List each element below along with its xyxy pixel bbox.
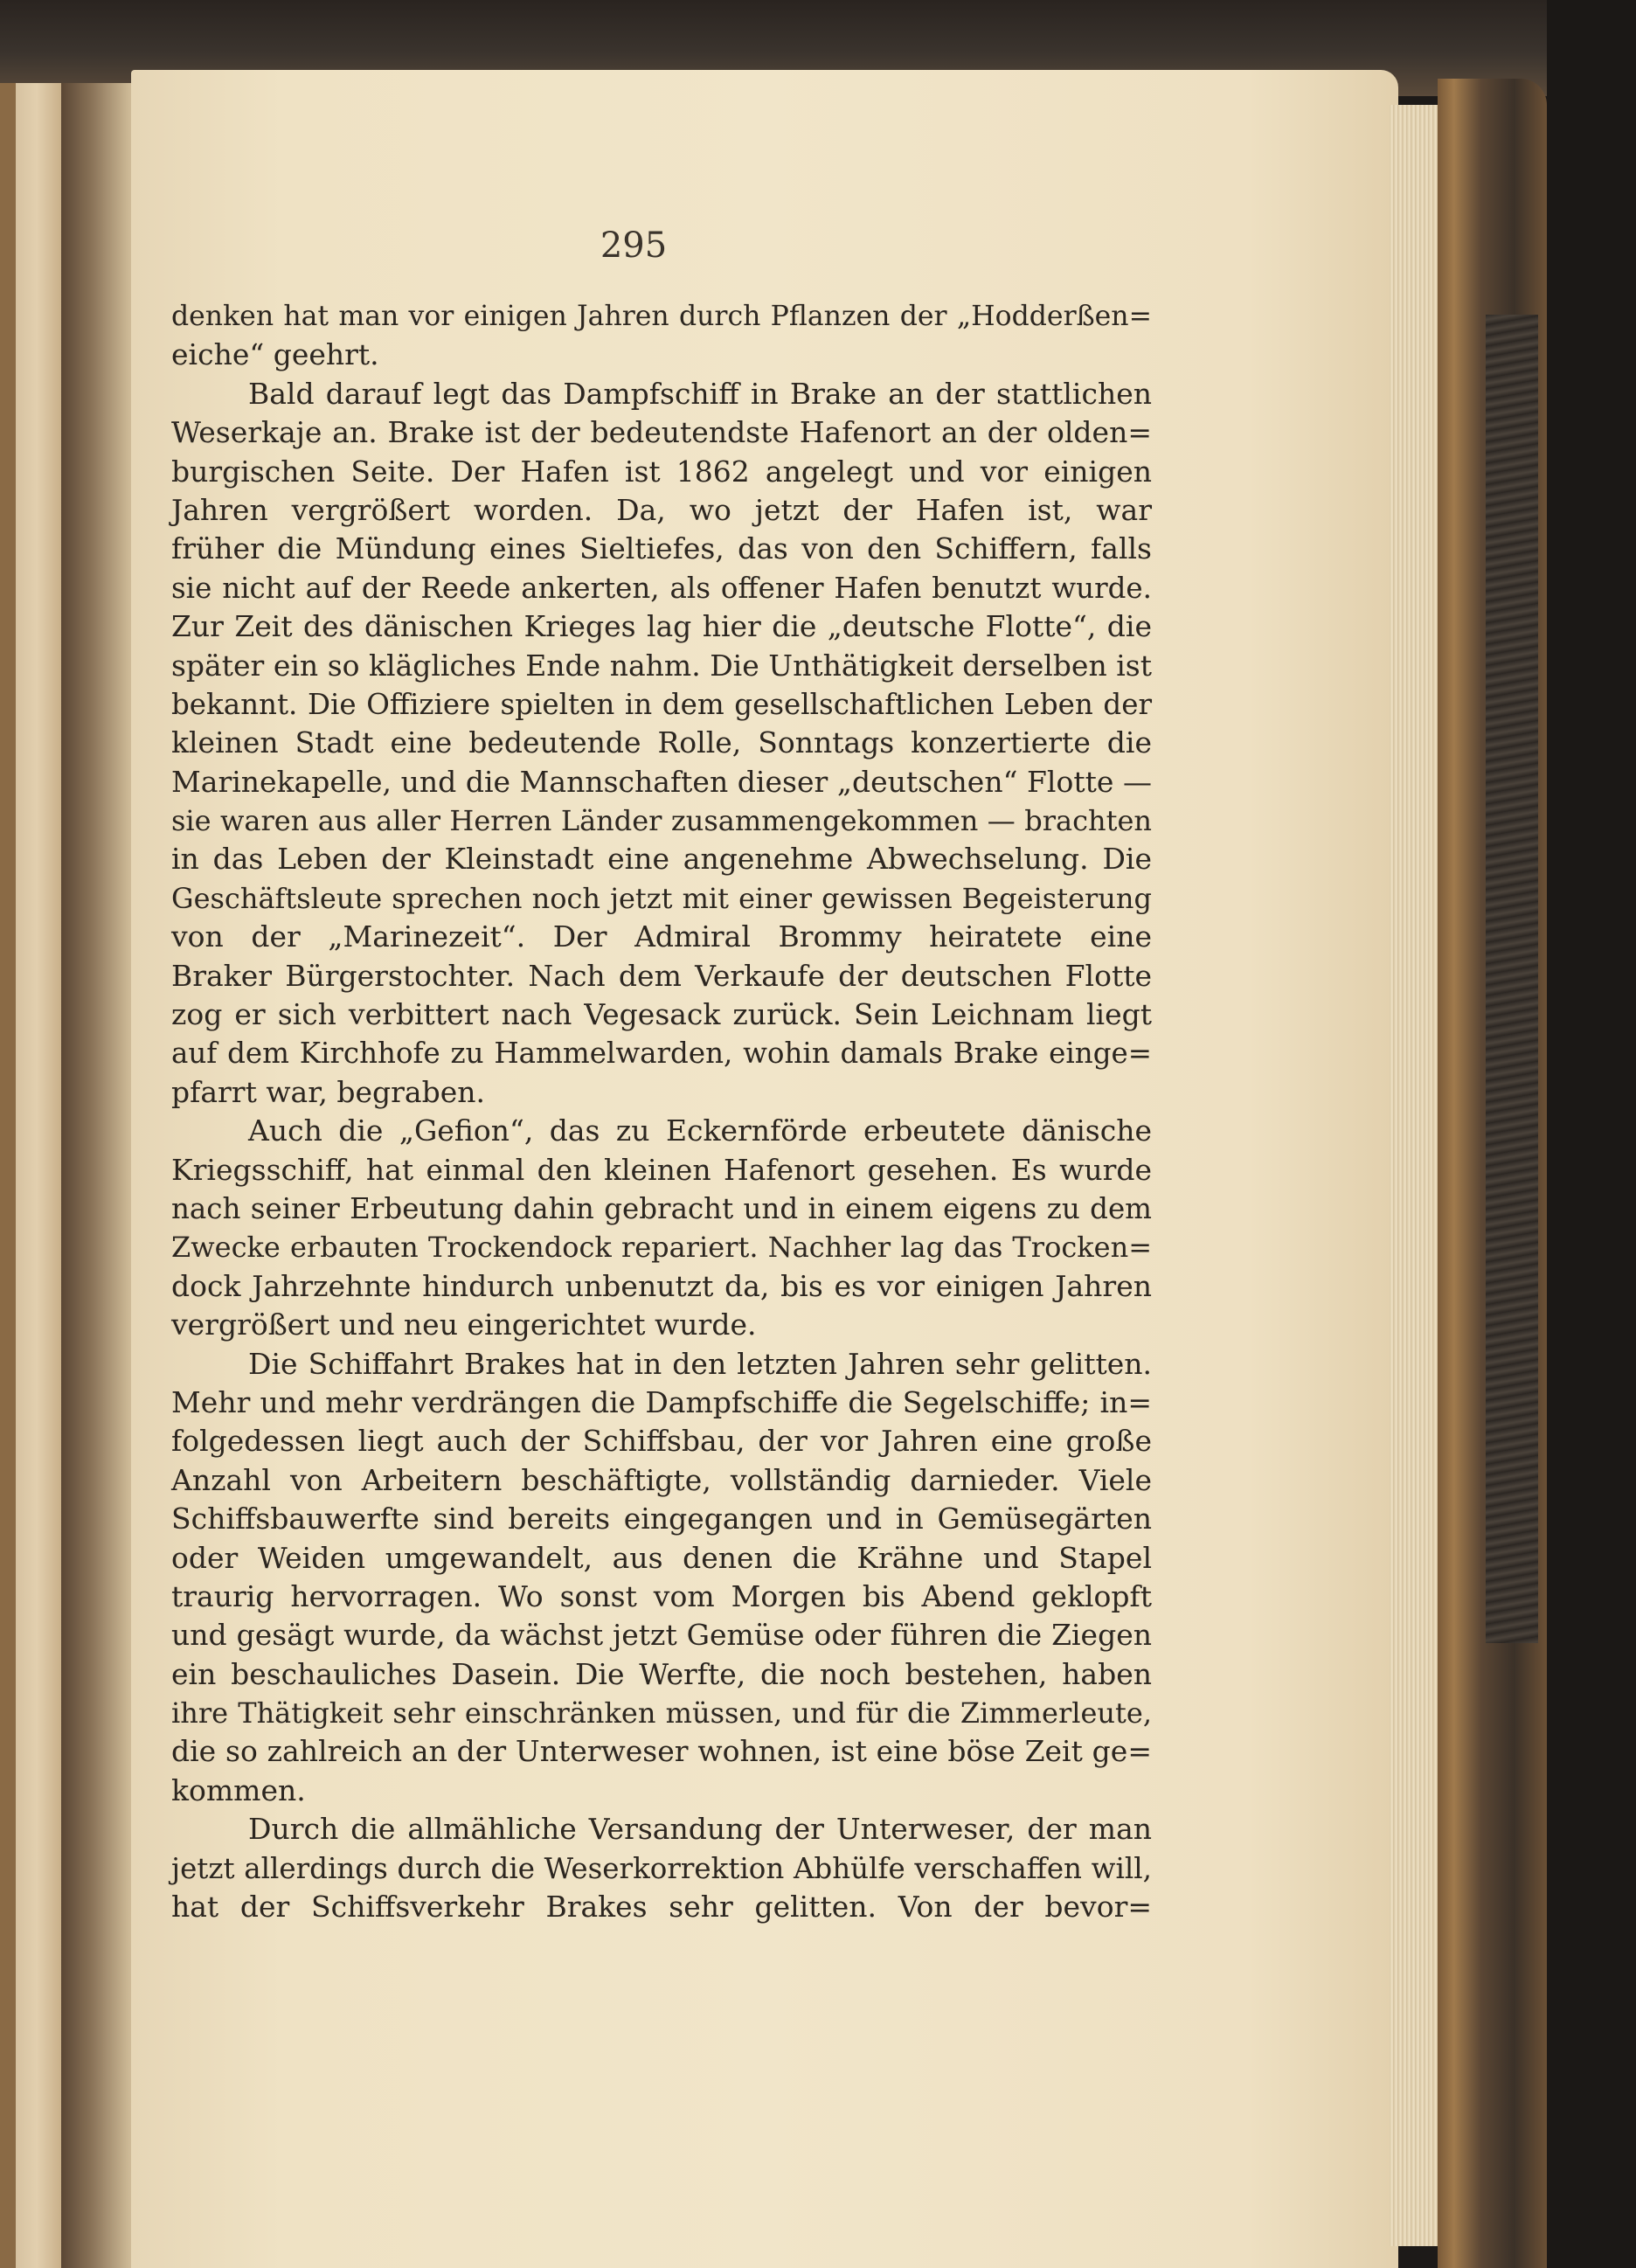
text-line: zog er sich verbittert nach Vegesack zurück. Sein Leichnam liegt [171, 997, 1152, 1032]
binding-spine-texture [1486, 315, 1538, 1643]
text-line: Anzahl von Arbeitern beschäftigte, vollständig darnieder. Viele [171, 1462, 1152, 1497]
text-line: kleinen Stadt eine bedeutende Rolle, Sonntags konzertierte die [171, 725, 1152, 760]
background [1547, 0, 1636, 2268]
text-line: jetzt allerdings durch die Weserkorrektion Abhülfe verschaffen will, [171, 1851, 1152, 1885]
text-line: kommen. [171, 1772, 306, 1807]
text-line: eiche“ geehrt. [171, 337, 379, 372]
page-number: 295 [600, 225, 668, 266]
text-line: Marinekapelle, und die Mannschaften dieser „deutschen“ Flotte — [171, 764, 1152, 799]
text-line: sie waren aus aller Herren Länder zusammengekommen — brachten [171, 804, 1152, 838]
page-text-body [171, 297, 1152, 1926]
text-line: Zur Zeit des dänischen Krieges lag hier die „deutsche Flotte“, die [171, 609, 1152, 644]
text-line: denken hat man vor einigen Jahren durch Pflanzen der „Hodderßen= [171, 301, 1152, 332]
text-line: Durch die allmähliche Versandung der Unterweser, der man [248, 1812, 1152, 1847]
text-line: sie nicht auf der Reede ankerten, als offener Hafen benutzt wurde. [171, 571, 1152, 605]
text-line: ein beschauliches Dasein. Die Werfte, die noch bestehen, haben [171, 1656, 1152, 1691]
text-line: und gesägt wurde, da wächst jetzt Gemüse oder führen die Ziegen [171, 1618, 1152, 1653]
text-line: Weserkaje an. Brake ist der bedeutendste Hafenort an der olden= [171, 415, 1152, 450]
text-line: Die Schiffahrt Brakes hat in den letzten Jahren sehr gelitten. [248, 1346, 1152, 1381]
text-line: Mehr und mehr verdrängen die Dampfschiffe die Segelschiffe; in= [171, 1384, 1152, 1419]
text-line: die so zahlreich an der Unterweser wohnen, ist eine böse Zeit ge= [171, 1734, 1152, 1769]
text-line: Bald darauf legt das Dampfschiff in Brake an der stattlichen [248, 376, 1152, 411]
text-line: Auch die „Gefion“, das zu Eckernförde erbeutete dänische [248, 1113, 1152, 1148]
text-line: burgischen Seite. Der Hafen ist 1862 angelegt und vor einigen [171, 454, 1152, 489]
text-line: pfarrt war, begraben. [171, 1074, 485, 1109]
text-line: nach seiner Erbeutung dahin gebracht und in einem eigens zu dem [171, 1191, 1152, 1225]
text-line: traurig hervorragen. Wo sonst vom Morgen bis Abend geklopft [171, 1578, 1152, 1613]
text-line: Zwecke erbauten Trockendock repariert. Nachher lag das Trocken= [171, 1231, 1152, 1265]
text-line: in das Leben der Kleinstadt eine angenehme Abwechselung. Die [171, 842, 1152, 877]
text-line: von der „Marinezeit“. Der Admiral Brommy heiratete eine [171, 919, 1152, 954]
text-line: folgedessen liegt auch der Schiffsbau, der vor Jahren eine große [171, 1424, 1152, 1459]
text-line: hat der Schiffsverkehr Brakes sehr gelitten. Von der bevor= [171, 1890, 1152, 1925]
text-line: ihre Thätigkeit sehr einschränken müssen, und für die Zimmerleute, [171, 1696, 1152, 1730]
page-stack-edges [1390, 105, 1442, 2246]
text-line: Braker Bürgerstochter. Nach dem Verkaufe der deutschen Flotte [171, 958, 1152, 993]
text-line: Schiffsbauwerfte sind bereits eingegangen und in Gemüsegärten [171, 1502, 1152, 1536]
text-line: auf dem Kirchhofe zu Hammelwarden, wohin damals Brake einge= [171, 1037, 1152, 1071]
left-cover-edge [0, 83, 16, 2268]
text-line: Kriegsschiff, hat einmal den kleinen Hafenort gesehen. Es wurde [171, 1152, 1152, 1187]
text-line: bekannt. Die Offiziere spielten in dem gesellschaftlichen Leben der [171, 687, 1152, 721]
text-line: Geschäftsleute sprechen noch jetzt mit einer gewissen Begeisterung [171, 881, 1152, 915]
text-line: vergrößert und neu eingerichtet wurde. [171, 1307, 757, 1342]
text-line: später ein so klägliches Ende nahm. Die Unthätigkeit derselben ist [171, 648, 1152, 683]
text-line: oder Weiden umgewandelt, aus denen die Krähne und Stapel [171, 1540, 1152, 1575]
text-line: dock Jahrzehnte hindurch unbenutzt da, bis es vor einigen Jahren [171, 1268, 1152, 1303]
text-line: früher die Mündung eines Sieltiefes, das von den Schiffern, falls [171, 531, 1152, 566]
text-line: Jahren vergrößert worden. Da, wo jetzt der Hafen ist, war [171, 492, 1152, 527]
